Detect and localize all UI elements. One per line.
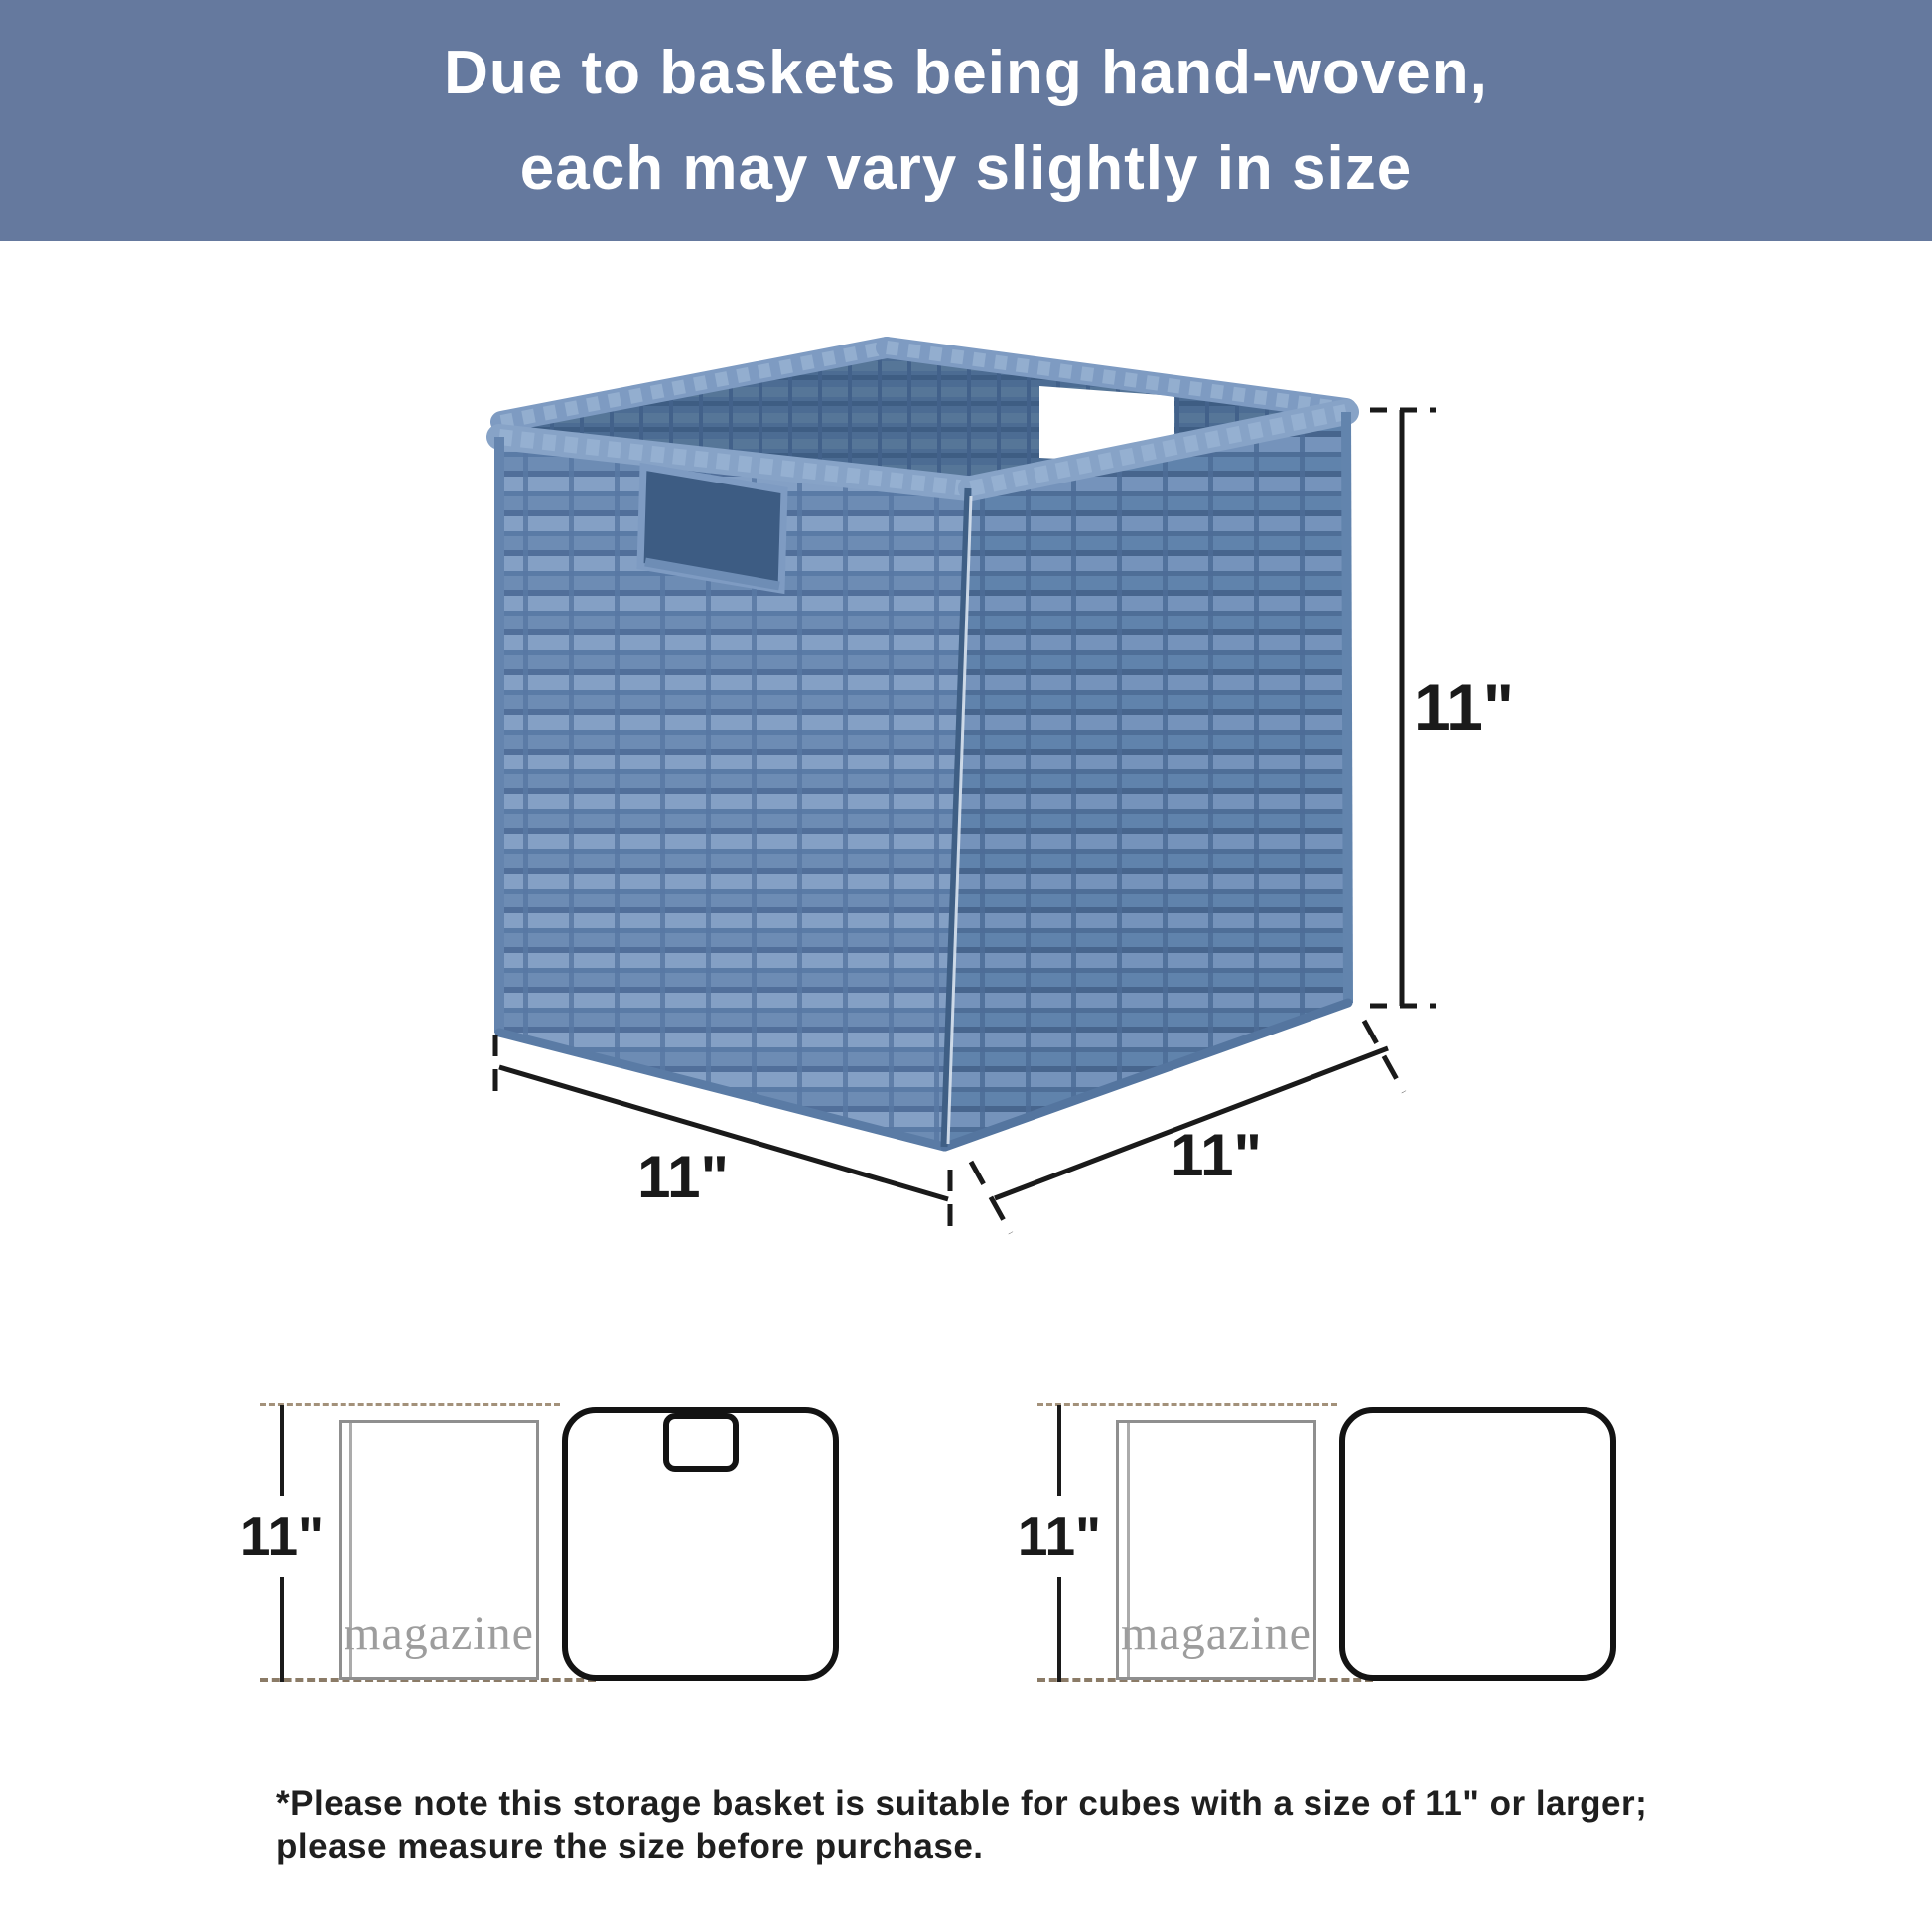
banner-line-2: each may vary slightly in size (519, 133, 1413, 203)
basket-left-face (499, 437, 968, 1147)
size-dimension-line-right (1057, 1405, 1061, 1496)
magazine-label: magazine (344, 1607, 534, 1660)
footnote (276, 1782, 1716, 1867)
depth-dimension-label: 11" (1171, 1122, 1262, 1188)
cube-side-view-right (1116, 1420, 1316, 1680)
height-dimension-label: 11" (1414, 670, 1515, 744)
magazine-label: magazine (1121, 1607, 1311, 1660)
footnote-line-1: *Please note this storage basket is suitable for cubes with a size of 11" or larger; (276, 1784, 1648, 1823)
size-dimension-label-left: 11" (239, 1505, 325, 1567)
footnote-line-2: please measure the size before purchase. (276, 1827, 984, 1865)
cube-top-dashed-line-right (1037, 1403, 1337, 1406)
cube-top-dashed-line-left (260, 1403, 560, 1406)
banner-line-1: Due to baskets being hand-woven, (444, 38, 1488, 107)
cube-top-view-right (1339, 1407, 1616, 1681)
size-dimension-label-right: 11" (1017, 1505, 1102, 1567)
cube-side-view-left (339, 1420, 539, 1680)
cube-top-view-left (562, 1407, 839, 1681)
width-dimension-label: 11" (637, 1144, 729, 1210)
size-dimension-line-left (280, 1577, 284, 1682)
size-dimension-line-left (280, 1405, 284, 1496)
basket-right-face (945, 412, 1348, 1147)
size-dimension-line-right (1057, 1577, 1061, 1682)
handle-slot (663, 1413, 739, 1472)
